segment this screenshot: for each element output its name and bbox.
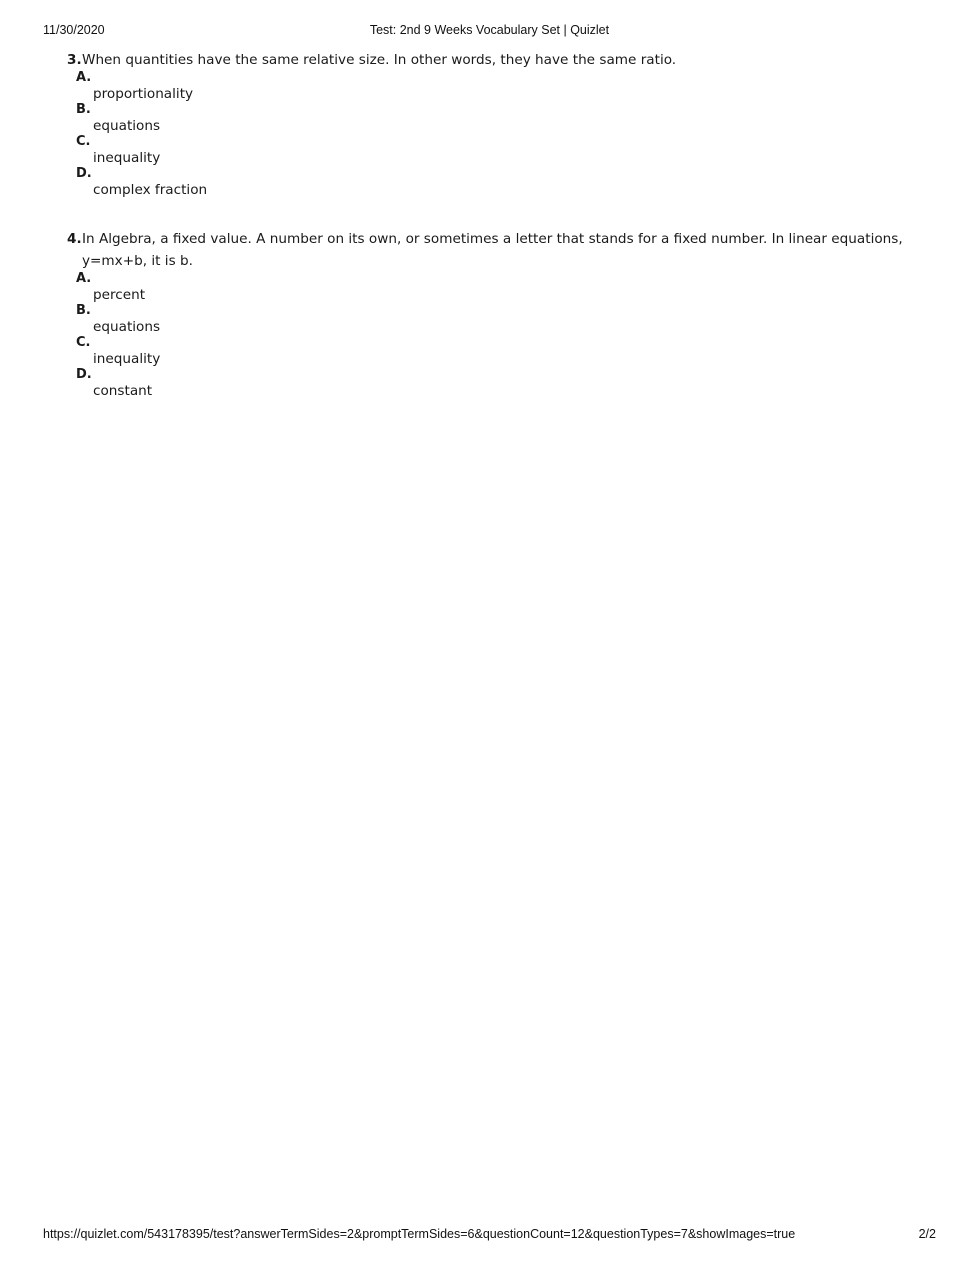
question-prompt (67, 49, 927, 71)
print-date: 11/30/2020 (43, 23, 105, 37)
option-text: proportionality (93, 86, 194, 102)
option-c[interactable] (67, 135, 927, 167)
option-text: inequality (93, 150, 161, 166)
option-text: equations (93, 319, 161, 335)
page-number: 2/2 (918, 1227, 936, 1241)
print-header (43, 23, 936, 39)
option-letter: B. (76, 303, 91, 318)
option-a[interactable] (67, 272, 927, 304)
option-c[interactable] (67, 336, 927, 368)
option-letter: B. (76, 102, 91, 117)
print-footer (43, 1227, 936, 1243)
option-letter: D. (76, 166, 92, 181)
option-b[interactable] (67, 304, 927, 336)
question-number: 4. (67, 231, 82, 247)
question-prompt (67, 228, 927, 272)
option-letter: A. (76, 271, 92, 286)
option-letter: C. (76, 134, 91, 149)
question-text: In Algebra, a fixed value. A number on its own, or sometimes a letter that stands for a fixed number. In linear equations, y=mx+b, it is b. (82, 231, 903, 269)
page-title: Test: 2nd 9 Weeks Vocabulary Set | Quizlet (369, 23, 610, 37)
question-4 (67, 228, 927, 400)
option-d[interactable] (67, 368, 927, 400)
question-3 (67, 49, 927, 199)
option-a[interactable] (67, 71, 927, 103)
option-d[interactable] (67, 167, 927, 199)
option-letter: C. (76, 335, 91, 350)
option-text: complex fraction (93, 182, 208, 198)
option-letter: A. (76, 70, 92, 85)
option-text: equations (93, 118, 161, 134)
question-text: When quantities have the same relative size. In other words, they have the same ratio. (82, 52, 677, 68)
question-number: 3. (67, 52, 82, 68)
option-text: constant (93, 383, 153, 399)
option-text: inequality (93, 351, 161, 367)
option-letter: D. (76, 367, 92, 382)
page-url: https://quizlet.com/543178395/test?answerTermSides=2&promptTermSides=6&questionCount=12&questionTypes=7&showImages=true (43, 1227, 796, 1241)
option-b[interactable] (67, 103, 927, 135)
question-list (67, 49, 927, 429)
option-text: percent (93, 287, 146, 303)
